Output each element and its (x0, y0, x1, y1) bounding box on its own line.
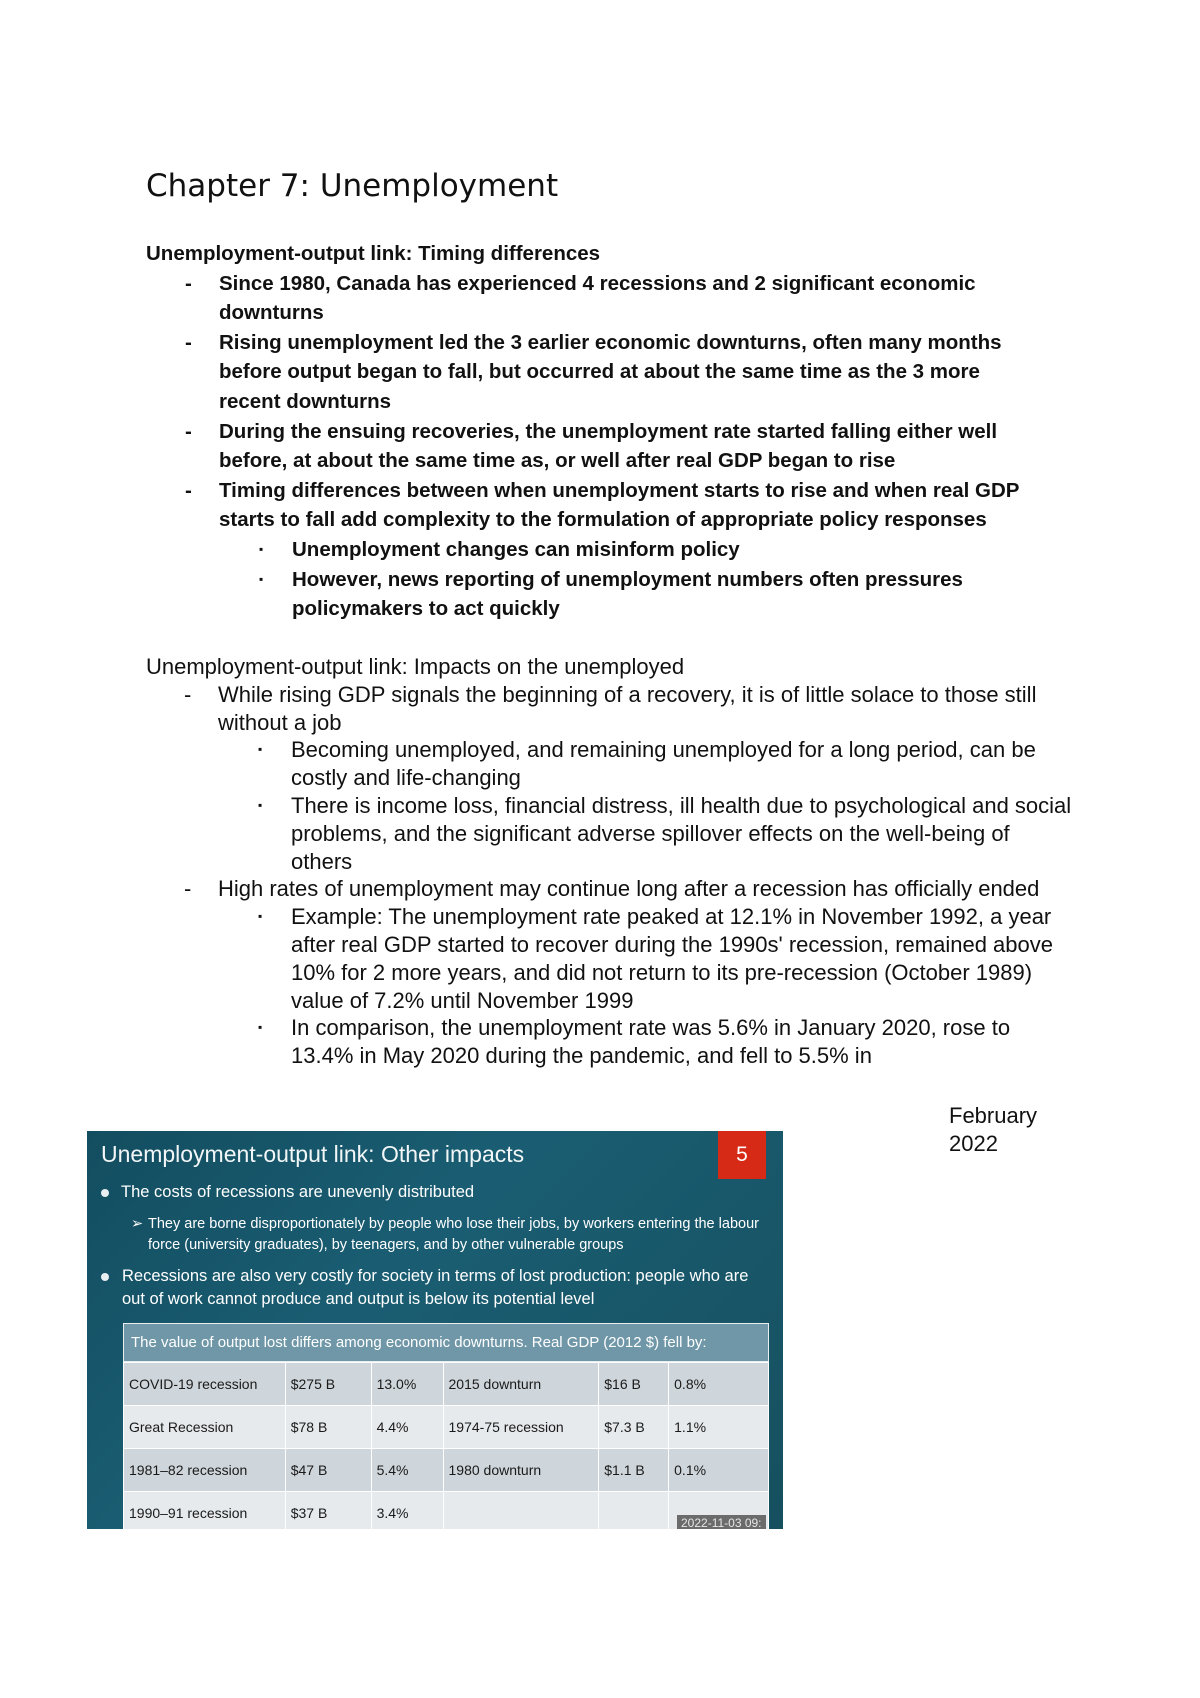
table-row: Great Recession $78 B 4.4% 1974-75 recession $7.3 B 1.1% (124, 1406, 769, 1449)
list-item: - While rising GDP signals the beginning of a recovery, it is of little solace to those still without a job ▪ Becoming unemployed, and remaining unemployed for a long period, can be costly and life-changing ▪ There is income loss, financial distress, ill health due to psychological and social problems, and the significant adverse spillover effects on the well-being of others (146, 681, 1076, 876)
sub-bullet-list (218, 736, 1076, 875)
slide-bullet: Recessions are also very costly for society in terms of lost production: people who are out of work cannot produce and output is below its potential level (101, 1265, 771, 1311)
bullet-dot-icon (101, 1189, 109, 1197)
table-row: 1990–91 recession $37 B 3.4% (124, 1492, 769, 1530)
table-row: COVID-19 recession $275 B 13.0% 2015 downturn $16 B 0.8% (124, 1363, 769, 1406)
slide-bullet: The costs of recessions are unevenly distributed (101, 1183, 474, 1202)
section-heading: Unemployment-output link: Impacts on the unemployed (146, 654, 685, 679)
table-row: 1981–82 recession $47 B 5.4% 1980 downturn $1.1 B 0.1% (124, 1449, 769, 1492)
wrapped-text-tail: February 2022 (949, 1103, 1038, 1156)
sub-bullet-list (219, 535, 1046, 624)
list-item: - During the ensuing recoveries, the unemployment rate started falling either well before, at about the same time as, or well after real GDP began to rise (185, 419, 998, 473)
list-item: - High rates of unemployment may continue long after a recession has officially ended ▪ Example: The unemployment rate peaked at 12.1% in November 1992, a year after real GDP started to recover during the 1990s' recession, remained above 10% for 2 more years, and did not return to its pre-recession (October 1989) value of 7.2% until November 1999 ▪ In comparison, the unemployment rate was 5.6% in January 2020, rose to 13.4% in May 2020 during the pandemic, and fell to 5.5% in (146, 875, 1076, 1070)
sub-list-item: ▪ Unemployment changes can misinform policy (259, 537, 740, 561)
list-item: - Timing differences between when unemployment starts to rise and when real GDP starts to fall add complexity to the formulation of appropriate policy responses ▪ Unemployment changes can misinform policy ▪ However, news reporting of unemployment numbers often pressures policymakers to act quickly (146, 476, 1046, 624)
section-heading: Unemployment-output link: Timing differences (146, 242, 601, 265)
bullet-list (146, 269, 1046, 624)
sub-bullet-list (218, 903, 1076, 1070)
sub-list-item: ▪ However, news reporting of unemployment numbers often pressures policymakers to act quickly (259, 567, 963, 621)
list-item: - Rising unemployment led the 3 earlier economic downturns, often many months before output began to fall, but occurred at about the same time as the 3 more recent downturns (185, 330, 1002, 413)
output-loss-table (123, 1323, 769, 1529)
arrow-bullet-icon: ➢ (131, 1216, 144, 1232)
sub-list-item: ▪ In comparison, the unemployment rate was 5.6% in January 2020, rose to 13.4% in May 2020 during the pandemic, and fell to 5.5% in (258, 1015, 1011, 1069)
section-timing-differences (146, 239, 1046, 624)
slide-number-badge: 5 (718, 1131, 766, 1179)
slide-title: Unemployment-output link: Other impacts (101, 1141, 525, 1167)
bullet-list (146, 681, 1076, 1070)
video-timestamp: 2022-11-03 09: (677, 1515, 766, 1529)
chapter-title: Chapter 7: Unemployment (146, 168, 559, 204)
table-body (123, 1362, 769, 1529)
section-impacts-on-unemployed (146, 653, 1076, 1070)
bullet-dot-icon (101, 1273, 109, 1281)
list-item: - Since 1980, Canada has experienced 4 recessions and 2 significant economic downturns (185, 271, 976, 325)
sub-list-item: ▪ Becoming unemployed, and remaining unemployed for a long period, can be costly and life-changing (258, 737, 1036, 791)
sub-list-item: ▪ There is income loss, financial distress, ill health due to psychological and social problems, and the significant adverse spillover effects on the well-being of others (258, 792, 1072, 874)
slide-sub-bullet: ➢ They are borne disproportionately by people who lose their jobs, by workers entering the labour force (university graduates), by teenagers, and by other vulnerable groups (131, 1216, 759, 1253)
embedded-slide-image (87, 1131, 783, 1529)
sub-list-item: ▪ Example: The unemployment rate peaked at 12.1% in November 1992, a year after real GDP started to recover during the 1990s' recession, remained above 10% for 2 more years, and did not return to its pre-recession (October 1989) value of 7.2% until November 1999 (258, 904, 1053, 1013)
table-heading: The value of output lost differs among economic downturns. Real GDP (2012 $) fell by: (123, 1323, 769, 1362)
